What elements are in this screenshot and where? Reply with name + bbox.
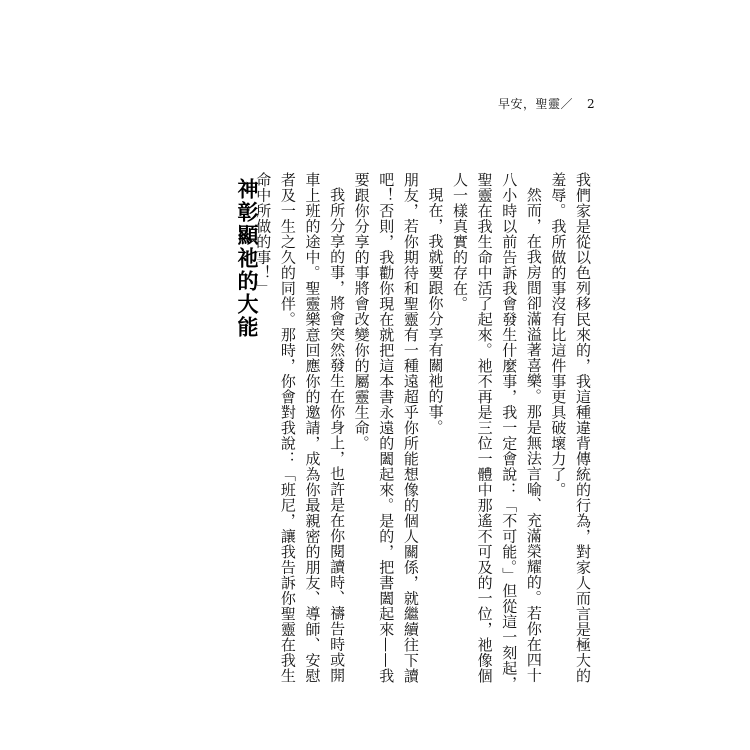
paragraph: 我所分享的事，將會突然發生在你身上，也許是在你閱讀時、禱告時或開車上班的途中。聖靈樂意回應你的邀請，成為你最親密的朋友、導師、安慰者及一生之久的同伴。那時，你會對我說：「班尼，讓我告訴你聖靈在我生命中所做的事！」: [254, 172, 347, 684]
running-header: [498, 95, 595, 112]
chapter-title: 神彰顯祂的大能: [235, 178, 259, 339]
running-header-title: 早安，聖靈／: [498, 97, 574, 111]
page-number: 2: [587, 97, 596, 111]
paragraph: 我們家是從以色列移民來的，我這種違背傳統的行為，對家人而言是極大的羞辱。我所做的事沒有比這件事更具破壞力了。: [549, 172, 592, 684]
paragraph: 朋友，若你期待和聖靈有一種遠超乎你所能想像的個人關係，就繼續往下讀吧！否則，我勸你現在就把這本書永遠的闔起來。是的，把書闔起來——我要跟你分享的事將會改變你的屬靈生命。: [352, 172, 420, 684]
paragraph: 然而，在我房間卻滿溢著喜樂。那是無法言喻、充滿榮耀的。若你在四十八小時以前告訴我會發生什麼事，我一定會說：「不可能。」但從這一刻起，聖靈在我生命中活了起來。祂不再是三位一體中那遙不可及的一位，祂像個人一樣真實的存在。: [451, 172, 543, 692]
body-text: [251, 172, 595, 692]
paragraph: 現在，我就要跟你分享有關祂的事。: [426, 187, 445, 435]
